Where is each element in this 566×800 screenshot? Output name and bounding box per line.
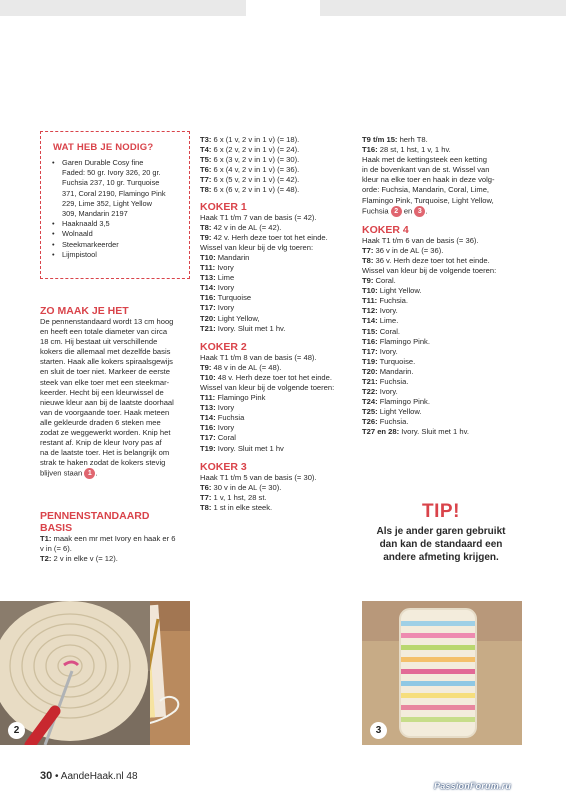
row-label: T6:	[200, 165, 212, 175]
row-label: T16:	[362, 336, 378, 346]
row-label: T17:	[362, 346, 378, 356]
row-text: Ivory. Sluit met 1 hv.	[399, 427, 469, 437]
row-label: T10:	[200, 372, 216, 382]
instruction-row	[362, 306, 522, 316]
koker3-last-mid: en	[401, 206, 415, 216]
koker3-last-end: .	[425, 206, 428, 216]
row-text: 6 x (2 v, 2 v in 1 v) (= 24).	[211, 145, 300, 155]
instruction-row	[362, 266, 522, 276]
instruction-row	[362, 407, 522, 417]
row-text: 1 st in elke steek.	[211, 502, 273, 512]
photo-3-image	[362, 601, 522, 745]
row-label: T13:	[200, 403, 216, 413]
koker1-heading: KOKER 1	[200, 200, 247, 213]
row-label: T8:	[200, 185, 212, 195]
instruction-row	[200, 393, 352, 403]
koker2-rows	[200, 363, 352, 454]
intro-line: zodat ze weggewerkt worden. Knip het	[40, 428, 171, 438]
koker3-line: Haak met de kettingsteek een ketting	[362, 155, 487, 165]
row-label: T8:	[362, 255, 374, 265]
basis-rows-continued	[200, 135, 352, 196]
materials-title: WAT HEB JE NODIG?	[53, 142, 154, 153]
step-badge-3: 3	[414, 206, 425, 217]
step-badge-1: 1	[84, 468, 95, 479]
koker3-t16	[362, 145, 522, 155]
row-text: Turquoise.	[377, 356, 416, 366]
koker3-rows	[200, 483, 352, 513]
row-text: Flamingo Pink.	[377, 397, 430, 407]
basis-t1	[40, 534, 192, 544]
instruction-row	[362, 256, 522, 266]
instruction-row	[200, 444, 352, 454]
row-label: T14:	[200, 413, 216, 423]
row-text: 1 v, 1 hst, 28 st.	[211, 492, 267, 502]
row-label: T16:	[200, 293, 216, 303]
instruction-row	[362, 316, 522, 326]
tip-line-3: andere afmeting krijgen.	[383, 552, 499, 563]
instruction-row	[362, 357, 522, 367]
materials-item-text: Steekmarkeerder	[62, 239, 119, 249]
basis-t1-text: maak een mr met Ivory en haak er 6	[51, 534, 176, 543]
top-strip-tab	[246, 0, 320, 16]
koker4-heading: KOKER 4	[362, 223, 409, 236]
basis-section	[40, 510, 192, 564]
intro-line: en sluit de toer niet. Markeer de eerste	[40, 367, 171, 377]
row-text: Ivory. Sluit met 1 hv	[215, 443, 284, 453]
row-text: Ivory.	[377, 346, 398, 356]
instruction-row	[362, 286, 522, 296]
instruction-row	[200, 273, 352, 283]
row-label: T9:	[200, 232, 212, 242]
photo-2	[0, 601, 150, 745]
intro-last-text: blijven staan	[40, 468, 83, 478]
instruction-row	[200, 383, 352, 393]
bullet-icon: •	[52, 239, 55, 249]
row-label: T17:	[200, 303, 216, 313]
instruction-row	[200, 373, 352, 383]
basis-t1-cont: v in (= 6).	[40, 544, 72, 554]
materials-item	[51, 158, 186, 168]
bullet-icon: •	[52, 158, 55, 167]
row-label: T8:	[200, 222, 212, 232]
row-label: T11:	[362, 296, 378, 306]
koker3-t9	[362, 135, 522, 145]
koker3-intro: Haak T1 t/m 5 van de basis (= 30).	[200, 472, 317, 482]
row-text: Ivory	[215, 263, 234, 273]
koker4-rows	[362, 246, 522, 438]
basis-t1-label: T1:	[40, 534, 52, 543]
row-text: Coral.	[373, 276, 396, 286]
instruction-row	[200, 253, 352, 263]
instruction-row	[200, 233, 352, 243]
intro-line: alle gekleurde draden 6 steken mee	[40, 417, 161, 427]
koker3-heading: KOKER 3	[200, 460, 247, 473]
row-label: T3:	[200, 135, 212, 144]
page-footer	[40, 770, 138, 782]
instruction-row	[362, 296, 522, 306]
row-text: Mandarin.	[377, 366, 414, 376]
row-text: 30 v in de AL (= 30).	[211, 482, 282, 492]
row-label: T19:	[200, 443, 216, 453]
row-label: T14:	[200, 283, 216, 293]
tip-heading: TIP!	[422, 501, 460, 522]
intro-line: strak te haken zodat de kokers stevig	[40, 458, 166, 468]
tip-line-2: dan kan de standaard een	[379, 539, 503, 550]
basis-heading-1: PENNENSTANDAARD	[40, 510, 150, 522]
instruction-row	[362, 427, 522, 437]
basis-t2-text: 2 v in elke v (= 12).	[51, 554, 118, 564]
top-strip	[0, 0, 566, 16]
bullet-icon: •	[52, 249, 55, 259]
row-label: T24:	[362, 397, 378, 407]
row-label: T10:	[200, 252, 216, 262]
row-label: T21:	[200, 323, 216, 333]
row-text: Fuchsia	[215, 413, 245, 423]
intro-line: restant af. Knip de kleur Ivory pas af	[40, 438, 162, 448]
photo-2-image	[0, 601, 150, 745]
materials-item-text: Haaknaald 3,5	[62, 219, 110, 229]
row-label: T7:	[200, 492, 212, 502]
intro-last-end: .	[95, 468, 98, 478]
row-text: Mandarin	[215, 252, 250, 262]
row-label: T20:	[362, 366, 378, 376]
row-text: 48 v. Herh deze toer tot het einde.	[215, 372, 332, 382]
row-text: 42 v in de AL (= 42).	[211, 222, 282, 232]
column-2	[200, 135, 352, 513]
instruction-row	[200, 223, 352, 233]
row-text: Wissel van kleur bij de volgende toeren:	[200, 382, 335, 392]
instruction-row	[362, 387, 522, 397]
row-label: T13:	[200, 273, 216, 283]
instruction-row	[362, 417, 522, 427]
basis-t2-label: T2:	[40, 554, 52, 564]
watermark: PassionForum.ru	[434, 781, 512, 791]
instruction-row	[200, 145, 352, 155]
row-text: Turquoise	[215, 293, 252, 303]
tip-line-1: Als je ander garen gebruikt	[376, 526, 506, 537]
row-label: T17:	[200, 433, 216, 443]
materials-item-continued: 371, Coral 2190, Flamingo Pink	[62, 188, 166, 198]
photo-3-badge: 3	[370, 722, 387, 739]
materials-item	[51, 229, 186, 239]
materials-item-continued: Faded: 50 gr. Ivory 326, 20 gr.	[62, 168, 161, 178]
row-text: Coral	[215, 433, 236, 443]
koker3-line: orde: Fuchsia, Mandarin, Coral, Lime,	[362, 185, 490, 195]
basis-heading-2: BASIS	[40, 522, 73, 534]
instruction-row	[200, 283, 352, 293]
row-label: T22:	[362, 387, 378, 397]
koker3-line: kleur na elke toer en haak in deze volg-	[362, 175, 495, 185]
bullet-icon: •	[52, 229, 55, 239]
step-badge-2: 2	[391, 206, 402, 217]
column-3	[362, 135, 522, 438]
instruction-row	[362, 377, 522, 387]
koker2-intro: Haak T1 t/m 8 van de basis (= 48).	[200, 352, 317, 362]
row-text: Ivory	[215, 283, 235, 293]
materials-list	[51, 158, 186, 260]
koker3-line: Flamingo Pink, Turquoise, Light Yellow,	[362, 195, 494, 205]
intro-heading: ZO MAAK JE HET	[40, 305, 129, 317]
koker3-t16-label: T16:	[362, 145, 378, 155]
row-text: Light Yellow.	[377, 407, 422, 417]
row-text: Wissel van kleur bij de volgende toeren:	[362, 265, 497, 275]
instruction-row	[200, 403, 352, 413]
row-label: T12:	[362, 306, 378, 316]
instruction-row	[200, 423, 352, 433]
bullet-icon: •	[52, 219, 55, 229]
footer-text: AandeHaak.nl 48	[60, 771, 138, 782]
instruction-row	[200, 503, 352, 513]
koker3-last-prefix: Fuchsia	[362, 206, 391, 216]
instruction-row	[362, 367, 522, 377]
row-text: Lime.	[377, 316, 399, 326]
footer-bullet: •	[55, 771, 59, 782]
intro-line: 18 cm. Hij bestaat uit verschillende	[40, 337, 158, 347]
row-label: T9:	[200, 362, 212, 372]
intro-text	[40, 317, 192, 468]
row-text: Ivory. Sluit met 1 hv.	[215, 323, 286, 333]
row-text: Lime	[215, 273, 235, 283]
materials-item-text: Garen Durable Cosy fine	[62, 158, 144, 167]
instruction-row	[200, 433, 352, 443]
row-label: T19:	[362, 356, 378, 366]
photo-3	[362, 601, 522, 745]
row-text: Fuchsia.	[377, 296, 409, 306]
row-text: Ivory	[215, 403, 235, 413]
koker1-rows	[200, 223, 352, 334]
row-text: Flamingo Pink	[215, 393, 266, 403]
instruction-row	[200, 324, 352, 334]
koker3-instructions	[362, 155, 522, 205]
instruction-row	[200, 175, 352, 185]
row-label: T11:	[200, 393, 216, 403]
koker3-t9-text: herh T8.	[397, 135, 428, 144]
row-text: Fuchsia.	[377, 417, 409, 427]
instruction-row	[362, 337, 522, 347]
row-text: 48 v in de AL (= 48).	[211, 362, 282, 372]
intro-line: nieuwe kleur aan bij de laatste doorhaal	[40, 397, 174, 407]
row-label: T11:	[200, 263, 216, 273]
row-label: T5:	[200, 155, 212, 165]
materials-item-continued: 309, Mandarin 2197	[62, 209, 128, 219]
instruction-row	[200, 493, 352, 503]
instruction-row	[362, 327, 522, 337]
intro-line: De pennenstandaard wordt 13 cm hoog	[40, 317, 174, 326]
row-text: Wissel van kleur bij de vlg toeren:	[200, 242, 314, 252]
row-label: T16:	[200, 423, 216, 433]
instruction-row	[200, 303, 352, 313]
row-text: Coral.	[377, 326, 400, 336]
materials-item	[51, 240, 186, 250]
materials-item-continued: Fuchsia 237, 10 gr. Turquoise	[62, 178, 160, 188]
row-text: 6 x (5 v, 2 v in 1 v) (= 42).	[211, 175, 300, 185]
instruction-row	[200, 483, 352, 493]
koker4-intro: Haak T1 t/m 6 van de basis (= 36).	[362, 235, 479, 245]
instruction-row	[362, 347, 522, 357]
row-label: T7:	[200, 175, 212, 185]
row-label: T25:	[362, 407, 378, 417]
materials-item	[51, 219, 186, 229]
row-text: Ivory	[215, 303, 235, 313]
koker3-t16-text: 28 st, 1 hst, 1 v, 1 hv.	[377, 145, 451, 155]
row-text: 6 x (1 v, 2 v in 1 v) (= 18).	[211, 135, 300, 144]
photo-2-badge: 2	[8, 722, 25, 739]
row-text: Ivory.	[377, 306, 398, 316]
intro-line: starten. Haak alle kokers spiraalsgewijs	[40, 357, 173, 367]
intro-line: na de laatste toer. Het is belangrijk om	[40, 448, 170, 458]
koker1-intro: Haak T1 t/m 7 van de basis (= 42).	[200, 212, 317, 222]
intro-line: kokers die allemaal met dezelfde basis	[40, 347, 171, 357]
instruction-row	[200, 314, 352, 324]
row-label: T9:	[362, 276, 374, 286]
row-text: 42 v. Herh deze toer tot het einde.	[211, 232, 328, 242]
instruction-row	[200, 135, 352, 145]
intro-section	[40, 305, 192, 479]
instruction-row	[200, 243, 352, 253]
row-label: T14:	[362, 316, 378, 326]
materials-item-text: Wolnaald	[62, 229, 93, 239]
row-label: T7:	[362, 245, 374, 255]
intro-line: steek van elke toer met een steekmar-	[40, 377, 170, 387]
intro-line: keerder. Hecht bij een kleurwissel de	[40, 387, 164, 397]
instruction-row	[200, 165, 352, 175]
instruction-row	[200, 185, 352, 195]
row-label: T6:	[200, 482, 212, 492]
intro-last-line	[40, 468, 192, 479]
row-text: Light Yellow,	[215, 313, 260, 323]
instruction-row	[362, 397, 522, 407]
materials-box	[40, 131, 190, 279]
instruction-row	[200, 155, 352, 165]
instruction-row	[362, 246, 522, 256]
instruction-row	[200, 293, 352, 303]
instruction-row	[200, 263, 352, 273]
instruction-row	[200, 363, 352, 373]
row-label: T15:	[362, 326, 378, 336]
instruction-row	[200, 413, 352, 423]
row-text: 6 x (4 v, 2 v in 1 v) (= 36).	[211, 165, 300, 175]
row-label: T4:	[200, 145, 212, 155]
row-text: Fuchsia.	[377, 376, 409, 386]
row-label: T21:	[362, 376, 378, 386]
row-label: T10:	[362, 286, 378, 296]
materials-item	[51, 250, 186, 260]
row-text: 6 x (6 v, 2 v in 1 v) (= 48).	[211, 185, 300, 195]
row-text: 36 v in de AL (= 36).	[373, 245, 444, 255]
row-text: Ivory	[215, 423, 235, 433]
row-text: Ivory.	[377, 387, 398, 397]
basis-t2	[40, 554, 192, 564]
row-label: T26:	[362, 417, 378, 427]
row-text: Flamingo Pink.	[377, 336, 430, 346]
row-label: T20:	[200, 313, 216, 323]
instruction-row	[362, 276, 522, 286]
koker3-last-line	[362, 206, 522, 217]
intro-line: en heeft een totale diameter van circa	[40, 327, 168, 337]
koker3-line: in de bovenkant van de st. Wissel van	[362, 165, 490, 175]
koker3-t9-label: T9 t/m 15:	[362, 135, 398, 144]
row-label: T27 en 28:	[362, 427, 400, 437]
materials-item-continued: 229, Lime 352, Light Yellow	[62, 198, 152, 208]
materials-item-text: Lijmpistool	[62, 249, 97, 259]
koker2-heading: KOKER 2	[200, 340, 247, 353]
tip-text	[356, 525, 526, 564]
row-text: 36 v. Herh deze toer tot het einde.	[373, 255, 490, 265]
row-label: T8:	[200, 502, 212, 512]
intro-line: van de voorgaande toer. Haak meteen	[40, 407, 170, 417]
page-number: 30	[40, 770, 53, 782]
row-text: Light Yellow.	[377, 286, 422, 296]
row-text: 6 x (3 v, 2 v in 1 v) (= 30).	[211, 155, 300, 165]
